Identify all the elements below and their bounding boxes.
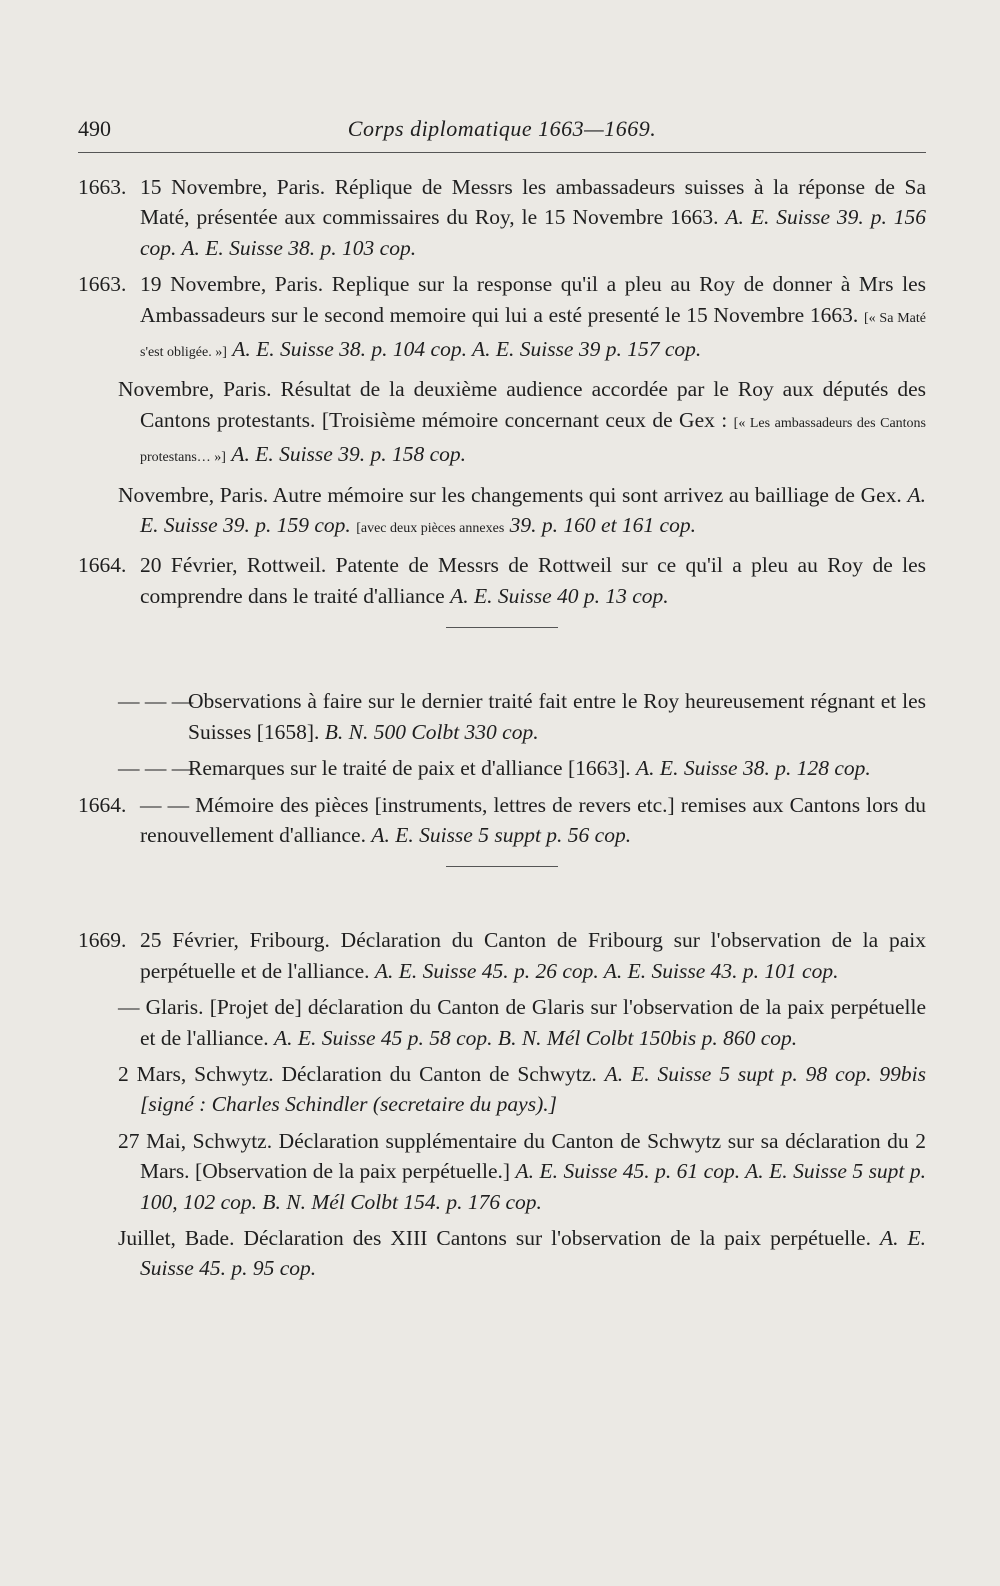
entry-reference: B. N. 500 Colbt 330 cop. — [324, 719, 539, 744]
entry-text: 20 Février, Rottweil. Patente de Messrs de Rottweil sur ce qu'il a pleu au Roy de les comprendre dans le traité d'alliance — [140, 553, 926, 608]
entry — [100, 480, 926, 545]
entry-reference: A. E. Suisse 5 supt p. 98 cop. 99bis [signé : Charles Schindler (secretaire du pays).] — [140, 1061, 926, 1117]
entry-year: 1664. — [78, 553, 127, 578]
entry-reference: A. E. Suisse 40 p. 13 cop. — [450, 583, 669, 608]
entry-reference: A. E. Suisse 45 p. 58 cop. B. N. Mél Colbt 150bis p. 860 cop. — [274, 1025, 798, 1050]
entry-text: 27 Mai, Schwytz. Déclaration supplémentaire du Canton de Schwytz sur sa déclaration du 2 Mars. [Observation de la paix perpétuelle.] — [118, 1128, 926, 1184]
entry-reference: A. E. Suisse 39. p. 159 cop. — [140, 482, 926, 538]
entry — [78, 172, 926, 263]
entry-text: — — Mémoire des pièces [instruments, lettres de revers etc.] remises aux Cantons lors du renouvellement d'alliance. — [140, 792, 926, 847]
entry — [100, 374, 926, 473]
entry-text: 15 Novembre, Paris. Réplique de Messrs les ambassadeurs suisses à la réponse de Sa Maté, présentée aux commissaires du Roy, le 15 Novembre 1663. — [140, 175, 926, 230]
entry — [78, 550, 926, 611]
entry-year: 1669. — [78, 928, 127, 953]
entry-reference: A. E. Suisse 45. p. 61 cop. A. E. Suisse 5 supt p. 100, 102 cop. B. N. Mél Colbt 154. p. 176 cop. — [140, 1159, 927, 1214]
entry — [100, 1126, 926, 1217]
page-header — [78, 116, 926, 148]
entry — [100, 1059, 926, 1120]
entry-text: Observations à faire sur le dernier traité fait entre le Roy heureusement régnant et les Suisses [1658]. — [188, 689, 926, 744]
entry-dashes: — — — — [118, 756, 194, 781]
entry — [78, 269, 926, 368]
section-separator — [446, 866, 558, 867]
entry-reference: A. E. Suisse 38. p. 104 cop. A. E. Suisse 39 p. 157 cop. — [232, 337, 702, 362]
running-title: Corps diplomatique 1663—1669. — [347, 116, 657, 141]
entry-reference: A. E. Suisse 39. p. 158 cop. — [231, 442, 466, 467]
entry — [78, 925, 926, 986]
entry-note: [« Sa Maté s'est obligée. »] — [140, 310, 927, 361]
entry-reference: A. E. Suisse 45. p. 26 cop. A. E. Suisse 43. p. 101 cop. — [374, 958, 839, 983]
entry-text: Novembre, Paris. Autre mémoire sur les changements qui sont arrivez au bailliage de Gex. — [118, 482, 902, 507]
document-body — [78, 172, 926, 1290]
entry-text: 19 Novembre, Paris. Replique sur la response qu'il a pleu au Roy de donner à Mrs les Ambassadeurs sur le second memoire qui lui a esté presenté le 15 Novembre 1663. — [140, 272, 926, 327]
entry-reference-2: 39. p. 160 et 161 cop. — [509, 513, 696, 538]
entry-reference: A. E. Suisse 5 suppt p. 56 cop. — [371, 822, 632, 847]
entry — [78, 790, 926, 851]
entry-year: 1664. — [78, 792, 127, 817]
entry-note: [« Les ambassadeurs des Cantons protestans… »] — [140, 415, 926, 466]
entry-reference: A. E. Suisse 45. p. 95 cop. — [140, 1225, 926, 1281]
entry — [78, 686, 926, 747]
entry-text: 2 Mars, Schwytz. Déclaration du Canton de Schwytz. — [118, 1061, 597, 1086]
entry-year: 1663. — [78, 272, 127, 297]
entry — [100, 1223, 926, 1284]
entry-text: — Glaris. [Projet de] déclaration du Canton de Glaris sur l'observation de la paix perpétuelle et de l'alliance. — [118, 995, 926, 1050]
entry-dashes: — — — — [118, 689, 194, 714]
entry-reference: A. E. Suisse 39. p. 156 cop. A. E. Suisse 38. p. 103 cop. — [140, 205, 926, 260]
entry-text: Novembre, Paris. Résultat de la deuxième audience accordée par le Roy aux députés des Cantons protestants. [Troisième mémoire concernant ceux de Gex : — [118, 377, 926, 432]
section-separator — [446, 627, 558, 628]
entry-text: 25 Février, Fribourg. Déclaration du Canton de Fribourg sur l'observation de la paix perpétuelle et de l'alliance. — [140, 928, 926, 983]
header-rule — [78, 152, 926, 153]
entry-note: [avec deux pièces annexes — [356, 521, 505, 537]
page-number: 490 — [78, 116, 111, 141]
entry-reference: A. E. Suisse 38. p. 128 cop. — [636, 756, 871, 781]
entry-year: 1663. — [78, 175, 127, 199]
entry — [78, 753, 926, 783]
entry-text: Remarques sur le traité de paix et d'alliance [1663]. — [188, 756, 631, 781]
entry — [100, 992, 926, 1053]
entry-text: Juillet, Bade. Déclaration des XIII Cantons sur l'observation de la paix perpétuelle. — [118, 1225, 871, 1250]
